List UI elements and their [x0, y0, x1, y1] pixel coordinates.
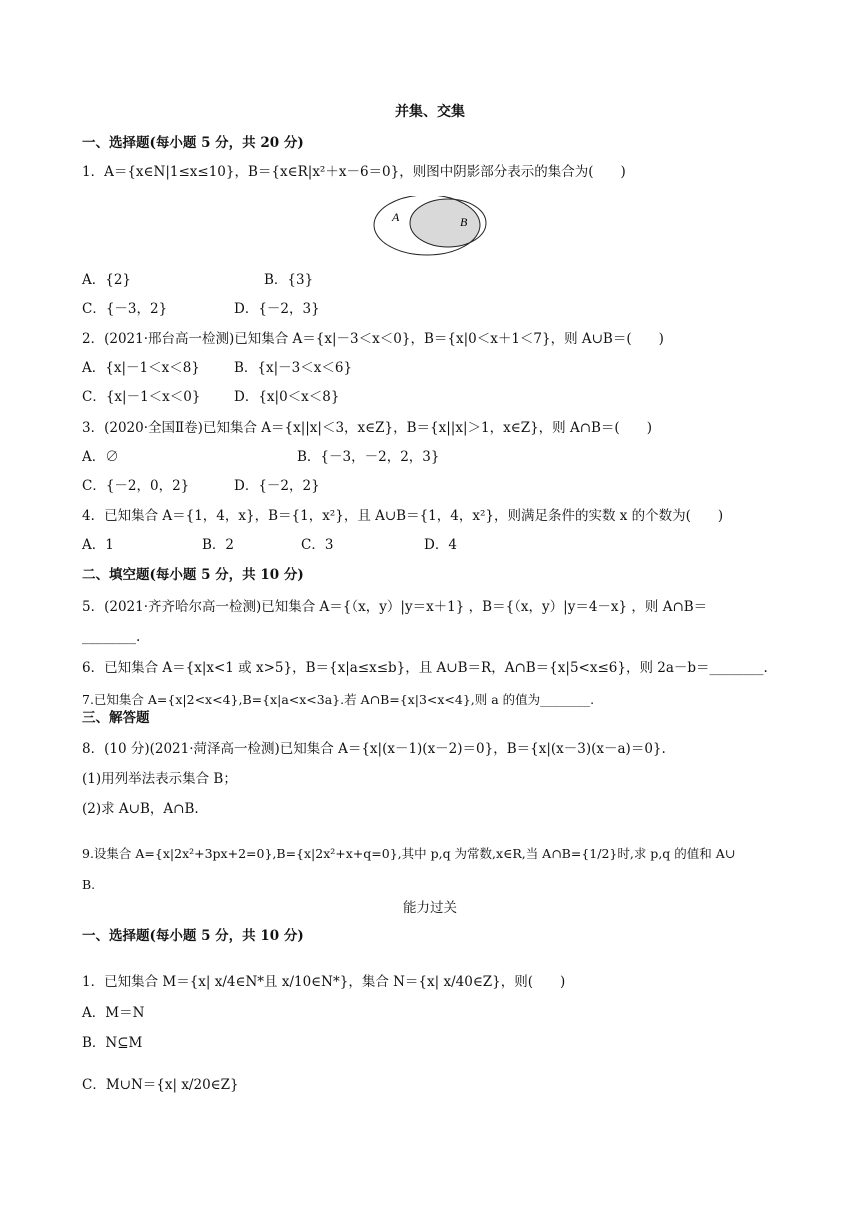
question-1-stem: 1．A＝{x∈N|1≤x≤10}，B＝{x∈R|x²＋x－6＝0}，则图中阴影部分表示的集合为( )	[82, 164, 626, 180]
question-7: 7.已知集合 A={x|2<x<4},B={x|a<x<3a}.若 A∩B={x|3<x<4},则 a 的值为________.	[82, 692, 595, 707]
q1-option-c: C．{－3，2}	[82, 301, 168, 317]
q10-option-c: C．M∪N＝{x| x/20∈Z}	[82, 1077, 239, 1093]
q2-option-c: C．{x|－1＜x＜0}	[82, 389, 201, 405]
section-heading-choice-2: 一、选择题(每小题 5 分，共 10 分)	[82, 928, 304, 944]
question-5-line1: 5．(2021·齐齐哈尔高一检测)已知集合 A＝{（x，y）|y＝x＋1} ，B＝{（x，y）|y＝4－x} ，则 A∩B＝	[82, 599, 708, 615]
question-8-part1: (1)用列举法表示集合 B；	[82, 771, 237, 787]
q10-option-b: B．N⊆M	[82, 1035, 143, 1051]
q3-option-a: A．∅	[82, 449, 119, 465]
q4-option-d: D．4	[424, 537, 457, 553]
question-9-line1: 9.设集合 A={x|2x²+3px+2=0},B={x|2x²+x+q=0},其中 p,q 为常数,x∈R,当 A∩B={1/2}时,求 p,q 的值和 A∪	[82, 846, 736, 861]
q4-option-b: B．2	[202, 537, 235, 553]
q10-option-a: A．M＝N	[82, 1005, 145, 1021]
question-2-stem: 2．(2021·邢台高一检测)已知集合 A＝{x|－3＜x＜0}，B＝{x|0＜x＋1＜7}，则 A∪B＝( )	[82, 331, 664, 347]
question-8-stem: 8．(10 分)(2021·菏泽高一检测)已知集合 A＝{x|(x－1)(x－2)＝0}，B＝{x|(x－3)(x－a)＝0}.	[82, 741, 666, 757]
q2-option-b: B．{x|－3＜x＜6}	[234, 360, 353, 376]
section-heading-fill: 二、填空题(每小题 5 分，共 10 分)	[82, 567, 304, 583]
question-9-line2: B.	[82, 877, 96, 892]
section-heading-choice: 一、选择题(每小题 5 分，共 20 分)	[82, 135, 304, 151]
page-title: 并集、交集	[395, 104, 465, 120]
venn-label-b: B	[460, 215, 468, 229]
question-4-stem: 4．已知集合 A＝{1，4，x}，B＝{1，x²}，且 A∪B＝{1，4，x²}，则满足条件的实数 x 的个数为( )	[82, 508, 724, 524]
venn-label-a: A	[392, 210, 400, 224]
q2-option-d: D．{x|0＜x＜8}	[234, 389, 340, 405]
q1-option-a: A．{2}	[82, 272, 132, 288]
q3-option-d: D．{－2，2}	[234, 478, 320, 494]
question-3-stem: 3．(2020·全国Ⅱ卷)已知集合 A＝{x||x|＜3，x∈Z}，B＝{x||x|＞1，x∈Z}，则 A∩B＝( )	[82, 420, 652, 436]
q4-option-c: C．3	[301, 537, 334, 553]
q4-option-a: A．1	[82, 537, 114, 553]
q1-option-d: D．{－2，3}	[234, 301, 320, 317]
q3-option-c: C．{－2，0，2}	[82, 478, 190, 494]
q1-option-b: B．{3}	[264, 272, 314, 288]
q2-option-a: A．{x|－1＜x＜8}	[82, 360, 200, 376]
question-8-part2: (2)求 A∪B，A∩B.	[82, 801, 199, 817]
section-heading-answer: 三、解答题	[82, 710, 150, 726]
venn-diagram	[372, 196, 490, 258]
q3-option-b: B．{－3，－2，2，3}	[297, 449, 440, 465]
part-2-title: 能力过关	[403, 900, 457, 916]
question-5-line2: ________.	[82, 629, 141, 645]
question-6: 6．已知集合 A＝{x|x<1 或 x>5}，B＝{x|a≤x≤b}，且 A∪B＝R，A∩B＝{x|5<x≤6}，则 2a－b＝________.	[82, 660, 768, 676]
question-10-stem: 1．已知集合 M＝{x| x/4∈N*且 x/10∈N*}，集合 N＝{x| x/40∈Z}，则( )	[82, 974, 566, 990]
